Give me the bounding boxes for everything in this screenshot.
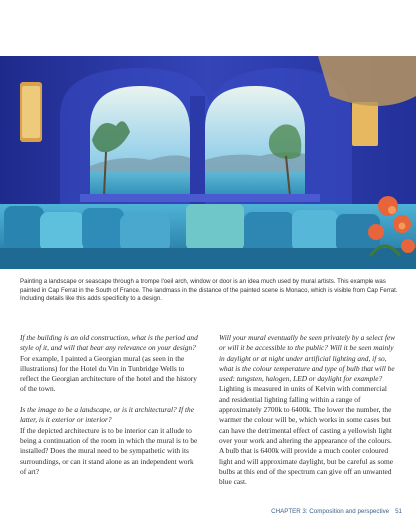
answer-paragraph: If the depicted architecture is to be interior can it allude to being a continuation of the room in which the mural is to be installed? Does the mural need to be sympathetic with its surroundings, or can it stand alone as an independent work of art? [20,425,198,476]
answer-paragraph: For example, I painted a Georgian mural (as seen in the illustrations) for the Hotel du Vin in Tunbridge Wells to reflect the Georgian architecture of the hotel and the history of the town. [20,353,197,394]
question-paragraph: Is the image to be a landscape, or is it architectural? If the latter, is it exterior or interior? [20,405,194,425]
question-paragraph: Will your mural eventually be seen privately by a select few or will it be accessible to the public? Will it be seen mainly in daylight or at night under artificial lighting and, if so, what is the colour temperature and type of bulb that will be used: tungsten, halogen, LED or daylight for example? [219,333,396,384]
chapter-title: CHAPTER 3: Composition and perspective [271,508,390,515]
page-number: 51 [395,508,402,515]
mural-photo [0,56,416,269]
text-column-right [219,333,397,498]
question-paragraph: If the building is an old construction, what is the period and style of it, and will that bear any relevance on your design? [20,333,198,353]
answer-paragraph: Lighting is measured in units of Kelvin with commercial and residential lighting falling within a range of approximately 2700k to 6400k. The lower the number, the warmer the colour will be, which works in some cases but can have the detrimental effect of casting a yellowish light over your work and altering the appearance of the colours. A bulb that is 6400k will provide a much cooler coloured light and will approximate daylight, but be careful as some bulbs at this end of the spectrum can give off an unwanted blue cast. [219,384,394,487]
text-column-left [20,333,198,487]
page-footer [271,508,402,515]
photo-caption: Painting a landscape or seascape through a trompe l'oeil arch, window or door is an idea much used by mural artists. This example was painted in Cap Ferrat in the South of France. The landmass in the distance of the painted scene is Monaco, which is visible from Cap Ferrat. Including details like this adds specificity to a design. [20,278,398,303]
